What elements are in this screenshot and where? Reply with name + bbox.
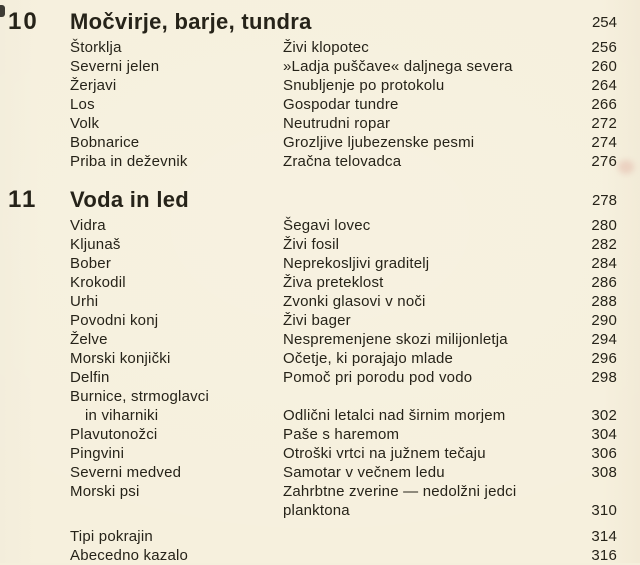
entry-description — [283, 216, 571, 235]
entry-description — [283, 311, 571, 330]
animal-name-line: Krokodil — [70, 274, 126, 291]
animal-name-line: Priba in deževnik — [70, 153, 188, 170]
toc-entry-row — [8, 444, 617, 463]
entry-description — [283, 349, 571, 368]
entry-description-line: Odlični letalci nad širnim morjem — [283, 407, 506, 424]
entry-page-number-value: 280 — [591, 217, 617, 234]
number-column-spacer — [8, 444, 70, 463]
animal-name — [70, 330, 283, 349]
chapter-page-number: 254 — [591, 14, 617, 31]
toc-entry-row — [8, 76, 617, 95]
entry-page-number-value: 260 — [591, 58, 617, 75]
animal-name-line: Volk — [70, 115, 100, 132]
entry-description-line: Zahrbtne zverine — nedolžni jedci — [283, 483, 517, 500]
entry-description — [283, 38, 571, 57]
animal-name-line: Želve — [70, 331, 108, 348]
entry-page-number — [571, 57, 617, 76]
animal-name — [70, 273, 283, 292]
animal-name — [70, 349, 283, 368]
toc-entry-row — [8, 57, 617, 76]
number-column-spacer — [8, 235, 70, 254]
entry-description-line: Grozljive ljubezenske pesmi — [283, 134, 475, 151]
number-column-spacer — [8, 76, 70, 95]
entry-page-number — [571, 235, 617, 254]
entry-description — [283, 330, 571, 349]
entry-description-line: »Ladja puščave« daljnega severa — [283, 58, 513, 75]
entry-description-line: Neprekosljivi graditelj — [283, 255, 430, 272]
chapter-number: 10 — [8, 8, 39, 35]
chapter-section — [8, 8, 617, 171]
animal-name-line: Morski psi — [70, 483, 140, 500]
entry-page-number-value: 296 — [591, 350, 617, 367]
entry-page-number-value: 266 — [591, 96, 617, 113]
entry-page-number-value: 294 — [591, 331, 617, 348]
entry-page-number-value: 284 — [591, 255, 617, 272]
entry-description-line: Neutrudni ropar — [283, 115, 391, 132]
entry-description — [283, 444, 571, 463]
number-column-spacer — [8, 38, 70, 57]
entry-page-number-value: 304 — [591, 426, 617, 443]
entry-description-line: Pomoč pri porodu pod vodo — [283, 369, 473, 386]
toc-entry-row — [8, 349, 617, 368]
entry-page-number — [571, 463, 617, 482]
entry-description-line: Snubljenje po protokolu — [283, 77, 445, 94]
entry-page-number — [571, 76, 617, 95]
animal-name — [70, 482, 283, 520]
entry-page-number — [571, 152, 617, 171]
toc-entry-row — [8, 311, 617, 330]
entry-description — [283, 368, 571, 387]
animal-name — [70, 38, 283, 57]
entry-page-number — [571, 254, 617, 273]
back-matter-label — [70, 527, 283, 546]
toc-entry-row — [8, 292, 617, 311]
number-column-spacer — [8, 482, 70, 520]
animal-name — [70, 152, 283, 171]
entry-page-number-value: 298 — [591, 369, 617, 386]
entry-description — [283, 273, 571, 292]
animal-name — [70, 368, 283, 387]
entry-page-number — [571, 330, 617, 349]
back-matter-page-number — [571, 546, 617, 565]
entry-page-number-value: 290 — [591, 312, 617, 329]
entry-page-number-value: 308 — [591, 464, 617, 481]
back-matter-label-line: Abecedno kazalo — [70, 547, 189, 564]
number-column-spacer — [8, 387, 70, 425]
entry-page-number-value: 288 — [591, 293, 617, 310]
toc-entry-row — [8, 114, 617, 133]
number-column-spacer — [8, 152, 70, 171]
entry-description-line: Otroški vrtci na južnem tečaju — [283, 445, 486, 462]
entry-description-line: Očetje, ki porajajo mlade — [283, 350, 454, 367]
animal-name-line: Vidra — [70, 217, 106, 234]
toc-entry-row — [8, 425, 617, 444]
entry-page-number — [571, 368, 617, 387]
animal-name — [70, 133, 283, 152]
entry-description — [283, 152, 571, 171]
back-matter-section — [8, 527, 617, 565]
toc-entry-row — [8, 273, 617, 292]
entry-description — [283, 235, 571, 254]
animal-name-line: Pingvini — [70, 445, 125, 462]
animal-name — [70, 254, 283, 273]
entry-description — [283, 254, 571, 273]
number-column-spacer — [8, 114, 70, 133]
back-matter-row — [8, 546, 617, 565]
back-matter-page-number — [571, 527, 617, 546]
number-column-spacer — [8, 133, 70, 152]
entry-page-number — [571, 38, 617, 57]
entry-description-line: Paše s haremom — [283, 426, 400, 443]
number-column-spacer — [8, 546, 70, 565]
animal-name-line: in viharniki — [85, 407, 159, 424]
back-matter-label-line: Tipi pokrajin — [70, 528, 153, 545]
animal-name — [70, 95, 283, 114]
entry-description-line: Nespremenjene skozi milijonletja — [283, 331, 508, 348]
number-column-spacer — [8, 95, 70, 114]
entry-page-number — [571, 273, 617, 292]
entry-description-line: Zračna telovadca — [283, 153, 402, 170]
animal-name-line: Štorklja — [70, 39, 122, 56]
entry-description — [283, 482, 571, 520]
entry-description-line: planktona — [283, 502, 350, 519]
toc-entry-row — [8, 387, 617, 425]
number-column-spacer — [8, 57, 70, 76]
entry-page-number-value: 302 — [591, 407, 617, 424]
entry-description-line: Živi fosil — [283, 236, 340, 253]
entry-description — [283, 95, 571, 114]
chapter-number: 11 — [8, 186, 38, 213]
animal-name — [70, 444, 283, 463]
animal-name-line: Bober — [70, 255, 112, 272]
table-of-contents — [8, 8, 617, 565]
number-column-spacer — [8, 254, 70, 273]
entry-page-number — [571, 114, 617, 133]
entry-page-number — [571, 292, 617, 311]
animal-name — [70, 311, 283, 330]
chapter-page-number: 278 — [591, 192, 617, 209]
number-column-spacer — [8, 368, 70, 387]
entry-page-number-value: 272 — [591, 115, 617, 132]
chapter-title: Močvirje, barje, tundra — [70, 9, 312, 34]
animal-name — [70, 235, 283, 254]
toc-entry-row — [8, 368, 617, 387]
number-column-spacer — [8, 216, 70, 235]
entry-page-number — [571, 133, 617, 152]
animal-name-line: Plavutonožci — [70, 426, 158, 443]
number-column-spacer — [8, 330, 70, 349]
entry-page-number — [571, 444, 617, 463]
toc-entry-row — [8, 133, 617, 152]
entry-description — [283, 425, 571, 444]
animal-name-line: Urhi — [70, 293, 99, 310]
toc-entry-row — [8, 463, 617, 482]
entry-description — [283, 387, 571, 425]
toc-entry-row — [8, 254, 617, 273]
number-column-spacer — [8, 292, 70, 311]
animal-name — [70, 76, 283, 95]
entry-page-number — [571, 425, 617, 444]
entry-page-number — [571, 482, 617, 520]
entry-page-number-value: 306 — [591, 445, 617, 462]
toc-entry-row — [8, 38, 617, 57]
entry-description — [283, 463, 571, 482]
animal-name — [70, 216, 283, 235]
back-matter-page-value: 314 — [591, 528, 617, 545]
entry-description-line: Gospodar tundre — [283, 96, 399, 113]
entry-page-number — [571, 95, 617, 114]
animal-name-line: Bobnarice — [70, 134, 140, 151]
animal-name — [70, 114, 283, 133]
entry-description — [283, 114, 571, 133]
entry-page-number — [571, 349, 617, 368]
entry-page-number-value: 310 — [591, 502, 617, 519]
chapter-section — [8, 186, 617, 520]
entry-description-line: Zvonki glasovi v noči — [283, 293, 426, 310]
toc-entry-row — [8, 330, 617, 349]
toc-entry-row — [8, 482, 617, 520]
number-column-spacer — [8, 527, 70, 546]
toc-entry-row — [8, 152, 617, 171]
animal-name-line: Povodni konj — [70, 312, 159, 329]
back-matter-row — [8, 527, 617, 546]
number-column-spacer — [8, 349, 70, 368]
entry-page-number — [571, 387, 617, 425]
number-column-spacer — [8, 273, 70, 292]
entry-page-number-value: 282 — [591, 236, 617, 253]
toc-entry-row — [8, 235, 617, 254]
entry-description — [283, 292, 571, 311]
entry-description-line: Šegavi lovec — [283, 217, 371, 234]
toc-entry-row — [8, 95, 617, 114]
entry-description-line: Samotar v večnem ledu — [283, 464, 445, 481]
animal-name — [70, 387, 283, 425]
entry-page-number-value: 274 — [591, 134, 617, 151]
chapter-header — [8, 186, 617, 213]
entry-page-number — [571, 216, 617, 235]
entry-description — [283, 57, 571, 76]
animal-name-line: Žerjavi — [70, 77, 117, 94]
chapter-header — [8, 8, 617, 35]
number-column-spacer — [8, 425, 70, 444]
entry-page-number-value: 276 — [591, 153, 617, 170]
toc-entry-row — [8, 216, 617, 235]
animal-name-line: Kljunaš — [70, 236, 121, 253]
scan-smudge — [618, 160, 634, 174]
animal-name — [70, 425, 283, 444]
animal-name-line: Los — [70, 96, 95, 113]
animal-name — [70, 292, 283, 311]
back-matter-description — [283, 527, 571, 546]
animal-name-line: Severni jelen — [70, 58, 160, 75]
back-matter-label — [70, 546, 283, 565]
back-matter-description — [283, 546, 571, 565]
entry-page-number-value: 264 — [591, 77, 617, 94]
entry-description — [283, 76, 571, 95]
entry-description — [283, 133, 571, 152]
entry-description-line: Živa preteklost — [283, 274, 384, 291]
animal-name-line: Severni medved — [70, 464, 182, 481]
number-column-spacer — [8, 311, 70, 330]
number-column-spacer — [8, 463, 70, 482]
back-matter-page-value: 316 — [591, 547, 617, 564]
animal-name-line: Morski konjički — [70, 350, 171, 367]
scan-artifact-mark — [0, 5, 5, 17]
entry-page-number-value: 286 — [591, 274, 617, 291]
animal-name-line: Burnice, strmoglavci — [70, 388, 210, 405]
entry-page-number-value: 256 — [591, 39, 617, 56]
entry-description-line: Živi klopotec — [283, 39, 369, 56]
entry-description-line: Živi bager — [283, 312, 351, 329]
chapter-title: Voda in led — [70, 187, 190, 212]
entry-page-number — [571, 311, 617, 330]
animal-name — [70, 463, 283, 482]
animal-name-line: Delfin — [70, 369, 110, 386]
animal-name — [70, 57, 283, 76]
